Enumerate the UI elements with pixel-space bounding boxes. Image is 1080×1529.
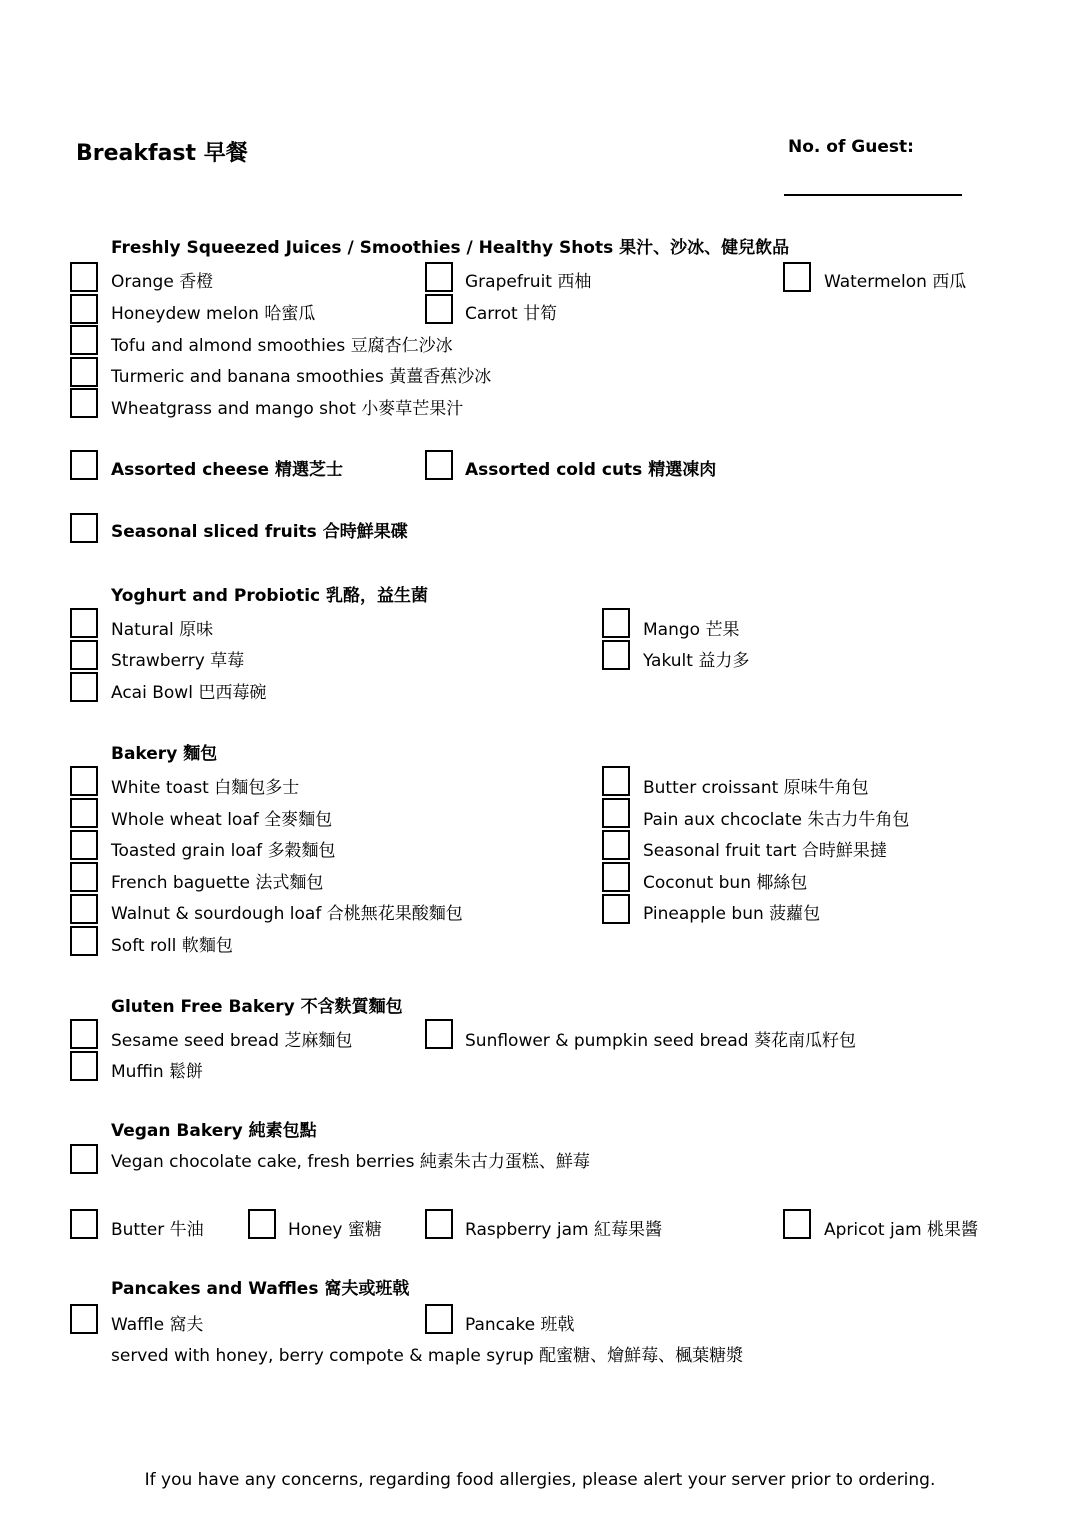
- soft-roll-checkbox[interactable]: [70, 926, 98, 956]
- yakult-checkbox[interactable]: [602, 640, 630, 670]
- soft-roll-label: Soft roll 軟麵包: [111, 936, 233, 956]
- butter-label: Butter 牛油: [111, 1220, 204, 1240]
- pancake-label: Pancake 班戟: [465, 1315, 575, 1335]
- coconut-bun-checkbox[interactable]: [602, 862, 630, 892]
- turmeric-smoothie-checkbox[interactable]: [70, 357, 98, 387]
- wheatgrass-shot-checkbox[interactable]: [70, 388, 98, 418]
- strawberry-yoghurt-checkbox[interactable]: [70, 640, 98, 670]
- fruit-tart-label: Seasonal fruit tart 合時鮮果撻: [643, 841, 887, 861]
- sesame-bread-label: Sesame seed bread 芝麻麵包: [111, 1031, 353, 1051]
- raspberry-jam-checkbox[interactable]: [425, 1209, 453, 1239]
- whole-wheat-label: Whole wheat loaf 全麥麵包: [111, 810, 333, 830]
- guest-count-field[interactable]: [784, 194, 962, 196]
- sunflower-bread-checkbox[interactable]: [425, 1019, 453, 1049]
- croissant-label: Butter croissant 原味牛角包: [643, 778, 869, 798]
- whole-wheat-checkbox[interactable]: [70, 798, 98, 828]
- bakery-heading: Bakery 麵包: [111, 744, 218, 764]
- mango-yoghurt-checkbox[interactable]: [602, 608, 630, 638]
- apricot-jam-checkbox[interactable]: [783, 1209, 811, 1239]
- natural-yoghurt-label: Natural 原味: [111, 620, 214, 640]
- pancakes-heading: Pancakes and Waffles 窩夫或班戟: [111, 1279, 410, 1299]
- fruit-tart-checkbox[interactable]: [602, 830, 630, 860]
- natural-yoghurt-checkbox[interactable]: [70, 608, 98, 638]
- baguette-label: French baguette 法式麵包: [111, 873, 324, 893]
- honey-checkbox[interactable]: [248, 1209, 276, 1239]
- carrot-checkbox[interactable]: [425, 294, 453, 324]
- vegan-heading: Vegan Bakery 純素包點: [111, 1121, 317, 1141]
- vegan-cake-label: Vegan chocolate cake, fresh berries 純素朱古力蛋糕、鮮莓: [111, 1152, 590, 1172]
- muffin-label: Muffin 鬆餅: [111, 1062, 204, 1082]
- grapefruit-label: Grapefruit 西柚: [465, 272, 592, 292]
- strawberry-yoghurt-label: Strawberry 草莓: [111, 651, 245, 671]
- honeydew-label: Honeydew melon 哈蜜瓜: [111, 304, 316, 324]
- pain-chocolat-checkbox[interactable]: [602, 798, 630, 828]
- waffle-label: Waffle 窩夫: [111, 1315, 204, 1335]
- allergy-notice: If you have any concerns, regarding food allergies, please alert your server prior to ordering.: [144, 1470, 936, 1490]
- white-toast-checkbox[interactable]: [70, 766, 98, 796]
- gluten-free-heading: Gluten Free Bakery 不含麩質麵包: [111, 997, 403, 1017]
- grapefruit-checkbox[interactable]: [425, 262, 453, 292]
- toasted-grain-label: Toasted grain loaf 多穀麵包: [111, 841, 336, 861]
- honey-label: Honey 蜜糖: [288, 1220, 382, 1240]
- acai-bowl-label: Acai Bowl 巴西莓碗: [111, 683, 267, 703]
- turmeric-smoothie-label: Turmeric and banana smoothies 黃薑香蕉沙冰: [111, 367, 492, 387]
- watermelon-checkbox[interactable]: [783, 262, 811, 292]
- cold-cuts-checkbox[interactable]: [425, 450, 453, 480]
- page-title: Breakfast 早餐: [76, 141, 248, 166]
- sunflower-bread-label: Sunflower & pumpkin seed bread 葵花南瓜籽包: [465, 1031, 856, 1051]
- mango-yoghurt-label: Mango 芒果: [643, 620, 740, 640]
- tofu-smoothie-label: Tofu and almond smoothies 豆腐杏仁沙冰: [111, 336, 453, 356]
- guest-count-label: No. of Guest:: [788, 137, 914, 157]
- cheese-checkbox[interactable]: [70, 450, 98, 480]
- juices-heading: Freshly Squeezed Juices / Smoothies / Healthy Shots 果汁、沙冰、健兒飲品: [111, 238, 790, 258]
- pain-chocolat-label: Pain aux chcoclate 朱古力牛角包: [643, 810, 910, 830]
- sesame-bread-checkbox[interactable]: [70, 1019, 98, 1049]
- cold-cuts-label: Assorted cold cuts 精選凍肉: [465, 460, 717, 480]
- served-with-note: served with honey, berry compote & maple syrup 配蜜糖、燴鮮莓、楓葉糖漿: [111, 1346, 744, 1366]
- vegan-cake-checkbox[interactable]: [70, 1144, 98, 1174]
- fruits-checkbox[interactable]: [70, 513, 98, 543]
- toasted-grain-checkbox[interactable]: [70, 830, 98, 860]
- pancake-checkbox[interactable]: [425, 1304, 453, 1334]
- cheese-label: Assorted cheese 精選芝士: [111, 460, 344, 480]
- muffin-checkbox[interactable]: [70, 1051, 98, 1081]
- orange-label: Orange 香橙: [111, 272, 214, 292]
- walnut-loaf-label: Walnut & sourdough loaf 合桃無花果酸麵包: [111, 904, 463, 924]
- waffle-checkbox[interactable]: [70, 1304, 98, 1334]
- yoghurt-heading: Yoghurt and Probiotic 乳酪，益生菌: [111, 586, 429, 606]
- yakult-label: Yakult 益力多: [643, 651, 750, 671]
- raspberry-jam-label: Raspberry jam 紅莓果醬: [465, 1220, 663, 1240]
- walnut-loaf-checkbox[interactable]: [70, 894, 98, 924]
- watermelon-label: Watermelon 西瓜: [824, 272, 967, 292]
- fruits-label: Seasonal sliced fruits 合時鮮果碟: [111, 522, 408, 542]
- croissant-checkbox[interactable]: [602, 766, 630, 796]
- pineapple-bun-label: Pineapple bun 菠蘿包: [643, 904, 821, 924]
- carrot-label: Carrot 甘筍: [465, 304, 558, 324]
- acai-bowl-checkbox[interactable]: [70, 672, 98, 702]
- butter-checkbox[interactable]: [70, 1209, 98, 1239]
- honeydew-checkbox[interactable]: [70, 294, 98, 324]
- apricot-jam-label: Apricot jam 桃果醬: [824, 1220, 979, 1240]
- coconut-bun-label: Coconut bun 椰絲包: [643, 873, 808, 893]
- white-toast-label: White toast 白麵包多士: [111, 778, 300, 798]
- wheatgrass-shot-label: Wheatgrass and mango shot 小麥草芒果汁: [111, 399, 464, 419]
- baguette-checkbox[interactable]: [70, 862, 98, 892]
- tofu-smoothie-checkbox[interactable]: [70, 325, 98, 355]
- orange-checkbox[interactable]: [70, 262, 98, 292]
- pineapple-bun-checkbox[interactable]: [602, 894, 630, 924]
